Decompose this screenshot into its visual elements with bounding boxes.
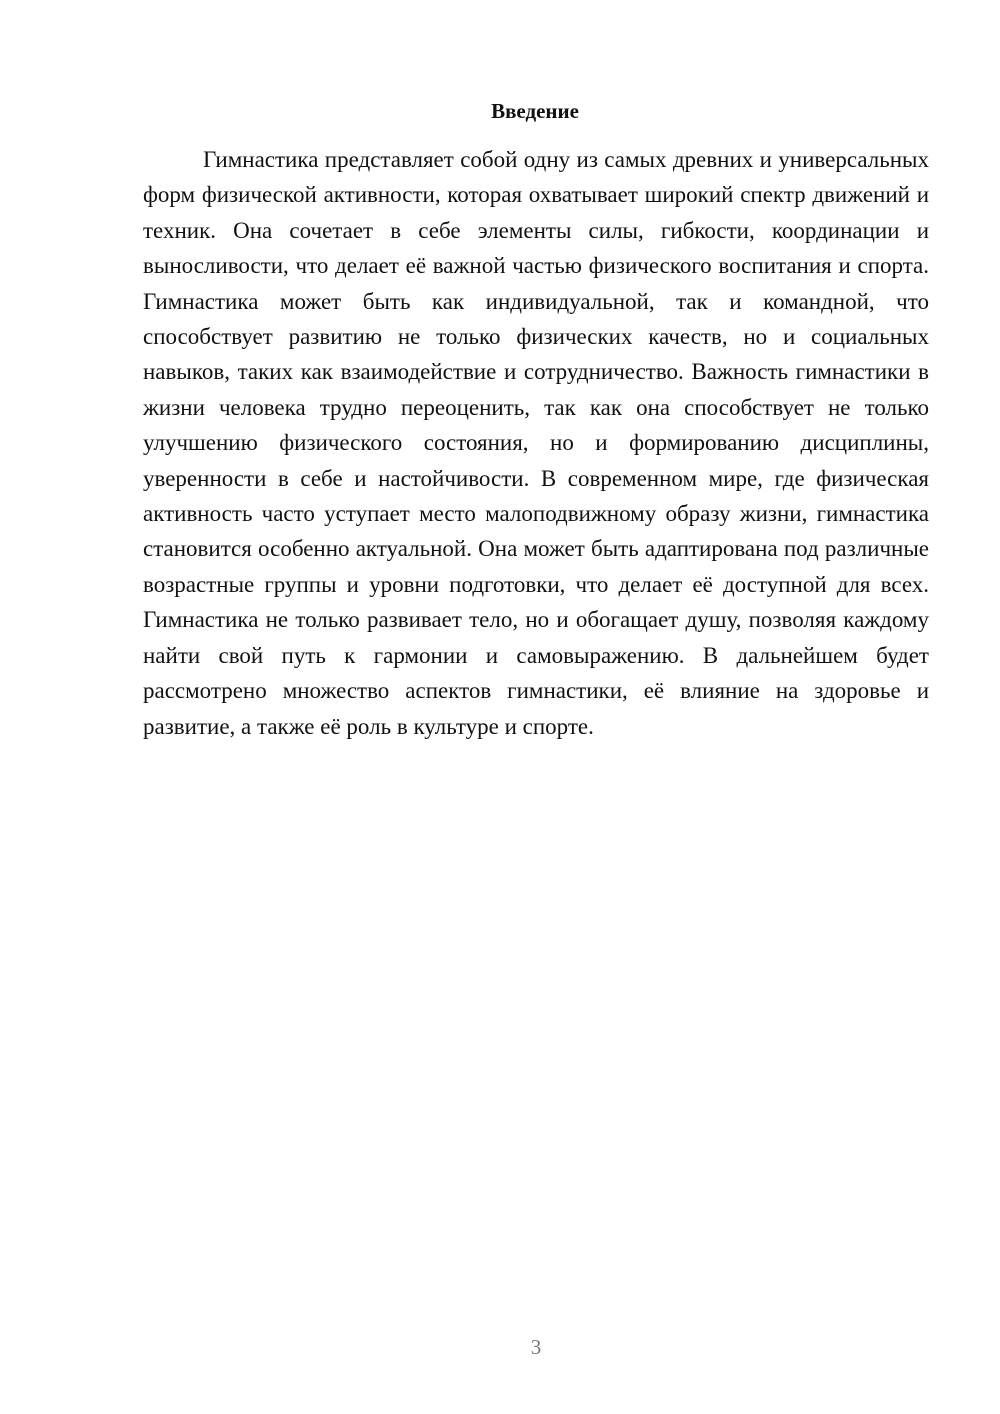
body-paragraph: Гимнастика представляет собой одну из самых древних и универсальных форм физической активности, которая охватывает широкий спектр движений и техник. Она сочетает в себе элементы силы, гибкости, координации и выносливости, что делает её важной частью физического воспитания и спорта. Гимнастика может быть как индивидуальной, так и командной, что способствует развитию не только физических качеств, но и социальных навыков, таких как взаимодействие и сотрудничество. Важность гимнастики в жизни человека трудно переоценить, так как она способствует не только улучшению физического состояния, но и формированию дисциплины, уверенности в себе и настойчивости. В современном мире, где физическая активность часто уступает место малоподвижному образу жизни, гимнастика становится особенно актуальной. Она может быть адаптирована под различные возрастные группы и уровни подготовки, что делает её доступной для всех. Гимнастика не только развивает тело, но и обогащает душу, позволяя каждому найти свой путь к гармонии и самовыражению. В дальнейшем будет рассмотрено множество аспектов гимнастики, её влияние на здоровье и развитие, а также её роль в культуре и спорте.: [143, 147, 929, 739]
section-title: Введение: [491, 99, 579, 123]
page-number: 3: [530, 1335, 542, 1359]
